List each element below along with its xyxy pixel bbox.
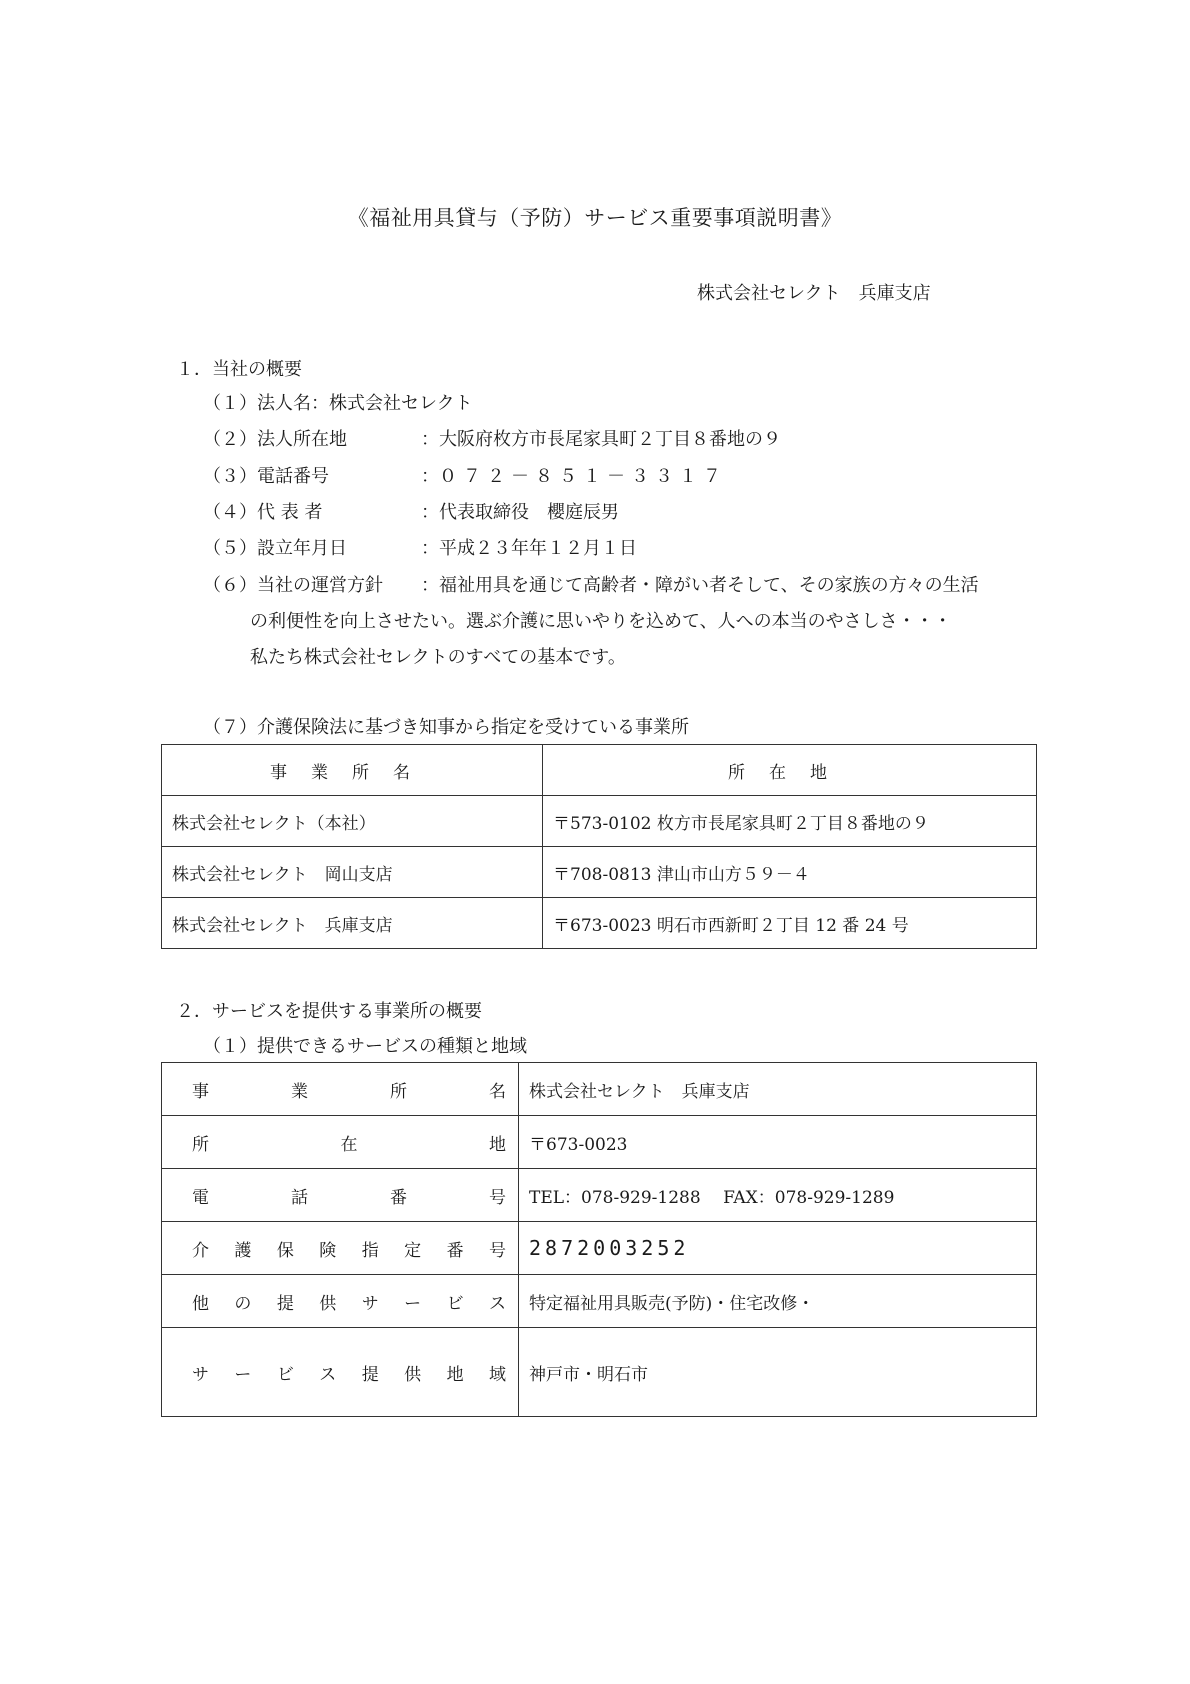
policy-continuation: の利便性を向上させたい。選ぶ介護に思いやりを込めて、人への本当のやさしさ・・・ — [250, 611, 952, 632]
item-number: （２） — [203, 429, 257, 450]
section2-heading: ２．サービスを提供する事業所の概要 — [176, 1001, 482, 1022]
table-row — [162, 1328, 1037, 1417]
item-label: 設立年月日 — [257, 538, 347, 559]
item-label: 法人名 — [257, 393, 311, 414]
item-label: 電話番号 — [257, 466, 329, 487]
item-value: 株式会社セレクト — [329, 393, 473, 414]
overview-item — [203, 425, 781, 451]
item-separator: ： — [421, 502, 439, 523]
row-key: 電話番号 — [162, 1169, 519, 1222]
document-title: 《福祉用具貸与（予防）サービス重要事項説明書》 — [347, 206, 843, 230]
item-value: 代表取締役 櫻庭辰男 — [439, 502, 619, 523]
office-address-cell: 〒708-0813 津山市山方５９－４ — [543, 847, 1037, 898]
services-table — [161, 1062, 1037, 1417]
row-key: 所在地 — [162, 1116, 519, 1169]
item-separator: ： — [421, 466, 439, 487]
policy-continuation: 私たち株式会社セレクトのすべての基本です。 — [250, 647, 626, 668]
item-value: 福祉用具を通じて高齢者・障がい者そして、その家族の方々の生活 — [439, 575, 979, 596]
row-key: 介護保険指定番号 — [162, 1222, 519, 1275]
item-label: 当社の運営方針 — [257, 575, 383, 596]
office-name-cell: 株式会社セレクト（本社） — [162, 796, 543, 847]
item-number: （６） — [203, 575, 257, 596]
office-name-cell: 株式会社セレクト 兵庫支店 — [162, 898, 543, 949]
office-address-cell: 〒573-0102 枚方市長尾家具町２丁目８番地の９ — [543, 796, 1037, 847]
row-value: 株式会社セレクト 兵庫支店 — [519, 1063, 1037, 1116]
table-row — [162, 847, 1037, 898]
item-number: （１） — [203, 393, 257, 414]
overview-item — [203, 389, 473, 415]
item-separator: ： — [421, 429, 439, 450]
item-label: 法人所在地 — [257, 429, 347, 450]
office-address-cell: 〒673-0023 明石市西新町２丁目 12 番 24 号 — [543, 898, 1037, 949]
row-key: サービス提供地域 — [162, 1328, 519, 1417]
row-value: 〒673-0023 — [519, 1116, 1037, 1169]
column-header-location: 所在地 — [543, 745, 1037, 796]
item-number: （３） — [203, 466, 257, 487]
overview-item — [203, 462, 727, 488]
table-row — [162, 1116, 1037, 1169]
row-value: 神戸市・明石市 — [519, 1328, 1037, 1417]
column-header-office-name: 事業所名 — [162, 745, 543, 796]
overview-item — [203, 571, 979, 597]
row-value: 特定福祉用具販売(予防)・住宅改修・ — [519, 1275, 1037, 1328]
item-number: （４） — [203, 502, 257, 523]
table-row — [162, 1222, 1037, 1275]
item-value: 平成２３年年１２月１日 — [439, 538, 637, 559]
item-separator: ： — [421, 538, 439, 559]
offices-table — [161, 744, 1037, 949]
overview-item — [203, 498, 619, 524]
item-number: （５） — [203, 538, 257, 559]
row-value: TEL：078-929-1288 FAX：078-929-1289 — [519, 1169, 1037, 1222]
table-row — [162, 1063, 1037, 1116]
designation-number: 2872003252 — [519, 1222, 1037, 1275]
table-row — [162, 898, 1037, 949]
item-separator: ： — [311, 393, 329, 414]
branch-label: 株式会社セレクト 兵庫支店 — [697, 283, 931, 304]
item-separator: ： — [421, 575, 439, 596]
item-value: ０７２－８５１－３３１７ — [439, 466, 727, 487]
table-row — [162, 796, 1037, 847]
row-key: 他の提供サービス — [162, 1275, 519, 1328]
table-row — [162, 1169, 1037, 1222]
offices-heading: （７）介護保険法に基づき知事から指定を受けている事業所 — [203, 717, 689, 738]
table-row — [162, 1275, 1037, 1328]
item-label: 代 表 者 — [257, 502, 323, 523]
row-key: 事業所名 — [162, 1063, 519, 1116]
table-header-row — [162, 745, 1037, 796]
section1-heading: １．当社の概要 — [176, 359, 302, 380]
item-value: 大阪府枚方市長尾家具町２丁目８番地の９ — [439, 429, 781, 450]
overview-item — [203, 534, 637, 560]
office-name-cell: 株式会社セレクト 岡山支店 — [162, 847, 543, 898]
services-subheading: （１）提供できるサービスの種類と地域 — [203, 1036, 527, 1057]
